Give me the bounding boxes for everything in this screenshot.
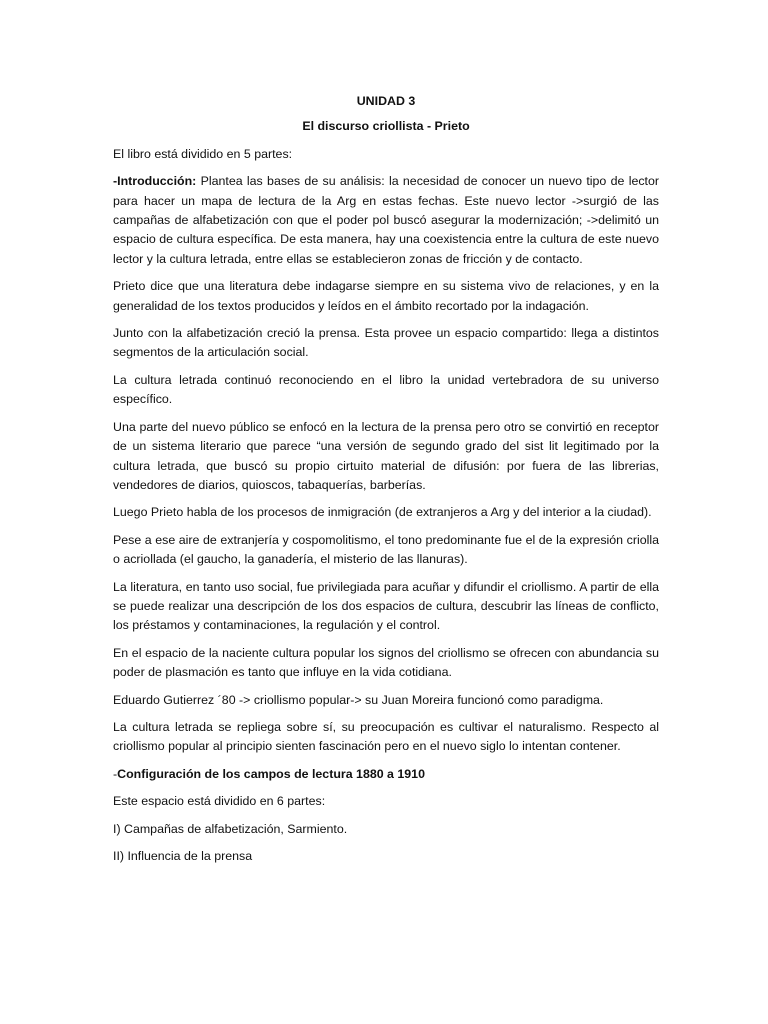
paragraph-naturalismo: La cultura letrada se repliega sobre sí, su preocupación es cultivar el naturalismo. Respecto al criollismo popular al principio sienten fascinación pero en el nuevo siglo lo intentan contener.: [113, 719, 659, 754]
configuracion-prefix: -: [113, 766, 118, 781]
unit-heading: UNIDAD 3: [356, 94, 416, 108]
paragraph-sistema-vivo: Prieto dice que una literatura debe indagarse siempre en su sistema vivo de relaciones, y en la generalidad de los textos producidos y leídos en el ámbito recortado por la indagación.: [113, 279, 659, 313]
document-body: [113, 92, 659, 874]
introduccion-text: Plantea las bases de su análisis: la necesidad de conocer un nuevo tipo de lector para hacer un mapa de lectura de la Arg en estas fechas. Este nuevo lector ->surgió de las campañas de alfabetización con que el poder pol buscó asegurar la modernización; ->delimitó un espacio de cultura específica. De esta manera, hay una coexistencia entre la cultura de este nuevo lector y la cultura letrada, entre ellas se establecieron zonas de fricción y de contacto.: [113, 174, 659, 266]
paragraph-nuevo-publico: Una parte del nuevo público se enfocó en la lectura de la prensa pero otro se convirtió en receptor de un sistema literario que parece “una versión de segundo grado del sist lit legitimado por la cultura letrada, que buscó su propio cirtuito material de difusión: por fuera de las librerias, vendedores de diarios, quioscos, tabaquerías, barberías.: [113, 419, 659, 492]
list-item-influencia-prensa: II) Influencia de la prensa: [113, 849, 253, 863]
paragraph-cultura-popular: En el espacio de la naciente cultura popular los signos del criollismo se ofrecen con abundancia su poder de plasmación es tanto que influye en la vida cotidiana.: [113, 645, 659, 680]
paragraph-introduccion: [113, 172, 659, 269]
paragraph-prensa: Junto con la alfabetización creció la prensa. Esta provee un espacio compartido: llega a distintos segmentos de la articulación social.: [113, 326, 659, 360]
configuracion-heading: Configuración de los campos de lectura 1880 a 1910: [117, 766, 425, 781]
list-item-campanas: I) Campañas de alfabetización, Sarmiento.: [113, 821, 348, 836]
introduccion-label: -Introducción:: [113, 174, 197, 189]
paragraph-configuracion: [113, 765, 659, 784]
paragraph-tono-criollo: Pese a ese aire de extranjería y cospomolitismo, el tono predominante fue el de la expresión criolla o acriollada (el gaucho, la ganadería, el misterio de las llanuras).: [113, 532, 659, 567]
paragraph-inmigracion: Luego Prieto habla de los procesos de inmigración (de extranjeros a Arg y del interior a la ciudad).: [113, 505, 652, 520]
document-title: El discurso criollista - Prieto: [302, 119, 470, 134]
paragraph-cultura-letrada: La cultura letrada continuó reconociendo en el libro la unidad vertebradora de su universo específico.: [113, 372, 659, 407]
paragraph-literatura-uso-social: La literatura, en tanto uso social, fue privilegiada para acuñar y difundir el criollismo. A partir de ella se puede realizar una descripción de los dos espacios de cultura, descubrir las líneas de conflicto, los préstamos y contaminaciones, la regulación y el control.: [113, 579, 659, 633]
paragraph-gutierrez: Eduardo Gutierrez ´80 -> criollismo popular-> su Juan Moreira funcionó como paradigma.: [113, 692, 604, 707]
intro-line: El libro está dividido en 5 partes:: [113, 146, 293, 161]
paragraph-seis-partes: Este espacio está dividido en 6 partes:: [113, 794, 326, 809]
